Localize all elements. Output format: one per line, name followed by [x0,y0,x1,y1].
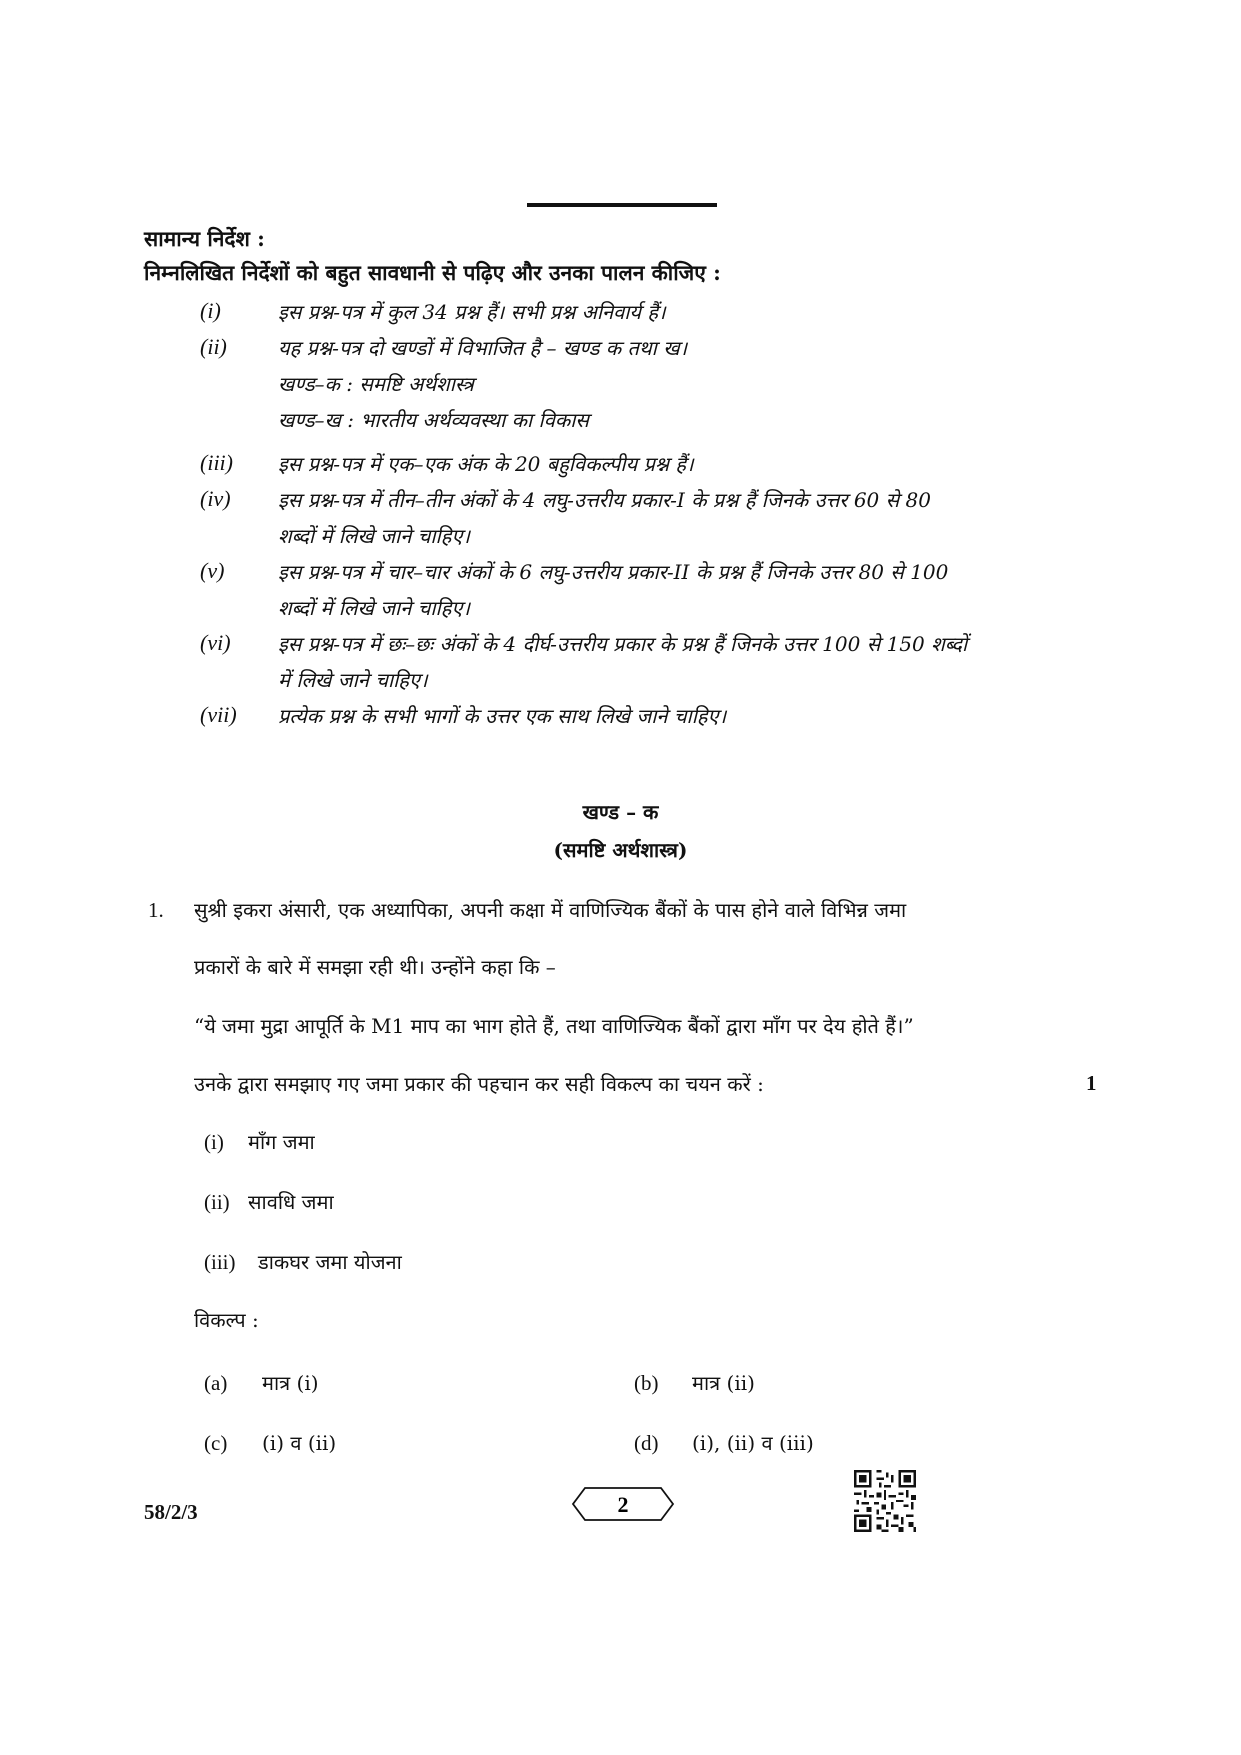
instruction-line: शब्दों में लिखे जाने चाहिए। [278,524,470,548]
alternative-text [692,1369,755,1396]
alternative-text [262,1369,319,1396]
statement-text: माँग जमा [248,1130,315,1154]
alternative-text [262,1429,336,1456]
follow-instructions-line: निम्नलिखित निर्देशों को बहुत सावधानी से पढ़िए और उनका पालन कीजिए : [144,260,721,285]
question-number: 1. [148,898,164,922]
section-title: खण्ड – क [582,800,659,824]
alternative-label: मात्र (i) [262,1371,319,1395]
page-number-badge [571,1486,675,1522]
instruction-text [278,554,1088,626]
statement-number: (i) [204,1130,224,1154]
instruction-line: यह प्रश्न-पत्र दो खण्डों में विभाजित है – खण्ड क तथा ख। [278,336,688,360]
statement-text: डाकघर जमा योजना [258,1250,402,1274]
paper-code: 58/2/3 [144,1500,198,1524]
instruction-line: प्रत्येक प्रश्न के सभी भागों के उत्तर एक साथ लिखे जाने चाहिए। [278,704,727,728]
instruction-number: (ii) [200,334,227,359]
question-prompt: उनके द्वारा समझाए गए जमा प्रकार की पहचान कर सही विकल्प का चयन करें : [194,1072,764,1096]
instruction-number: (v) [200,558,225,583]
question-marks: 1 [1086,1071,1097,1095]
alternative-label: मात्र (ii) [692,1371,755,1395]
instruction-line: शब्दों में लिखे जाने चाहिए। [278,596,470,620]
question-quote: “ये जमा मुद्रा आपूर्ति के M1 माप का भाग होते हैं, तथा वाणिज्यिक बैंकों द्वारा माँग पर देय होते हैं।” [194,1014,914,1038]
top-rule [527,203,717,207]
instruction-line: इस प्रश्न-पत्र में एक–एक अंक के 20 बहुविकल्पीय प्रश्न हैं। [278,452,694,476]
instruction-text [278,482,1088,554]
alternative-number: (b) [634,1371,659,1395]
question-text-line: प्रकारों के बारे में समझा रही थी। उन्होंने कहा कि – [194,955,556,979]
instruction-text [278,626,1088,698]
qr-code-icon [854,1470,916,1532]
page-number: 2 [617,1492,629,1517]
instruction-line: इस प्रश्न-पत्र में कुल 34 प्रश्न हैं। सभी प्रश्न अनिवार्य हैं। [278,300,666,324]
alternative-number: (c) [204,1431,228,1455]
instruction-text [278,698,1088,734]
instruction-text [278,446,1088,482]
instruction-line: खण्ड–ख : भारतीय अर्थव्यवस्था का विकास [278,408,589,432]
question-text-line: सुश्री इकरा अंसारी, एक अध्यापिका, अपनी कक्षा में वाणिज्यिक बैंकों के पास होने वाले विभिन्न जमा [194,898,907,922]
instruction-number: (vi) [200,630,231,655]
statement-number: (ii) [204,1190,230,1214]
general-instructions-title: सामान्य निर्देश : [144,226,265,251]
alternative-number: (a) [204,1371,228,1395]
instruction-line: में लिखे जाने चाहिए। [278,668,428,692]
instruction-number: (iv) [200,486,231,511]
alternatives-label: विकल्प : [194,1308,259,1332]
instruction-number: (vii) [200,702,237,727]
instruction-line: खण्ड–क : समष्टि अर्थशास्त्र [278,372,474,396]
alternative-number: (d) [634,1431,659,1455]
alternative-text [692,1429,814,1456]
statement-text: सावधि जमा [248,1190,334,1214]
instruction-line: इस प्रश्न-पत्र में चार–चार अंकों के 6 लघु-उत्तरीय प्रकार-II के प्रश्न हैं जिनके उत्तर 80 से 100 [278,560,949,584]
instruction-text [278,294,1088,330]
statement-number: (iii) [204,1250,236,1274]
alternative-label: (i) व (ii) [262,1431,337,1455]
instruction-number: (iii) [200,450,233,475]
instruction-text [278,330,1088,438]
section-subtitle: (समष्टि अर्थशास्त्र) [553,838,688,862]
instruction-line: इस प्रश्न-पत्र में तीन–तीन अंकों के 4 लघु-उत्तरीय प्रकार-I के प्रश्न हैं जिनके उत्तर 60 से 80 [278,488,931,512]
alternative-label: (i), (ii) व (iii) [692,1431,814,1455]
instruction-line: इस प्रश्न-पत्र में छः–छः अंकों के 4 दीर्घ-उत्तरीय प्रकार के प्रश्न हैं जिनके उत्तर 100 से 150 शब्दों [278,632,968,656]
instruction-number: (i) [200,298,221,323]
